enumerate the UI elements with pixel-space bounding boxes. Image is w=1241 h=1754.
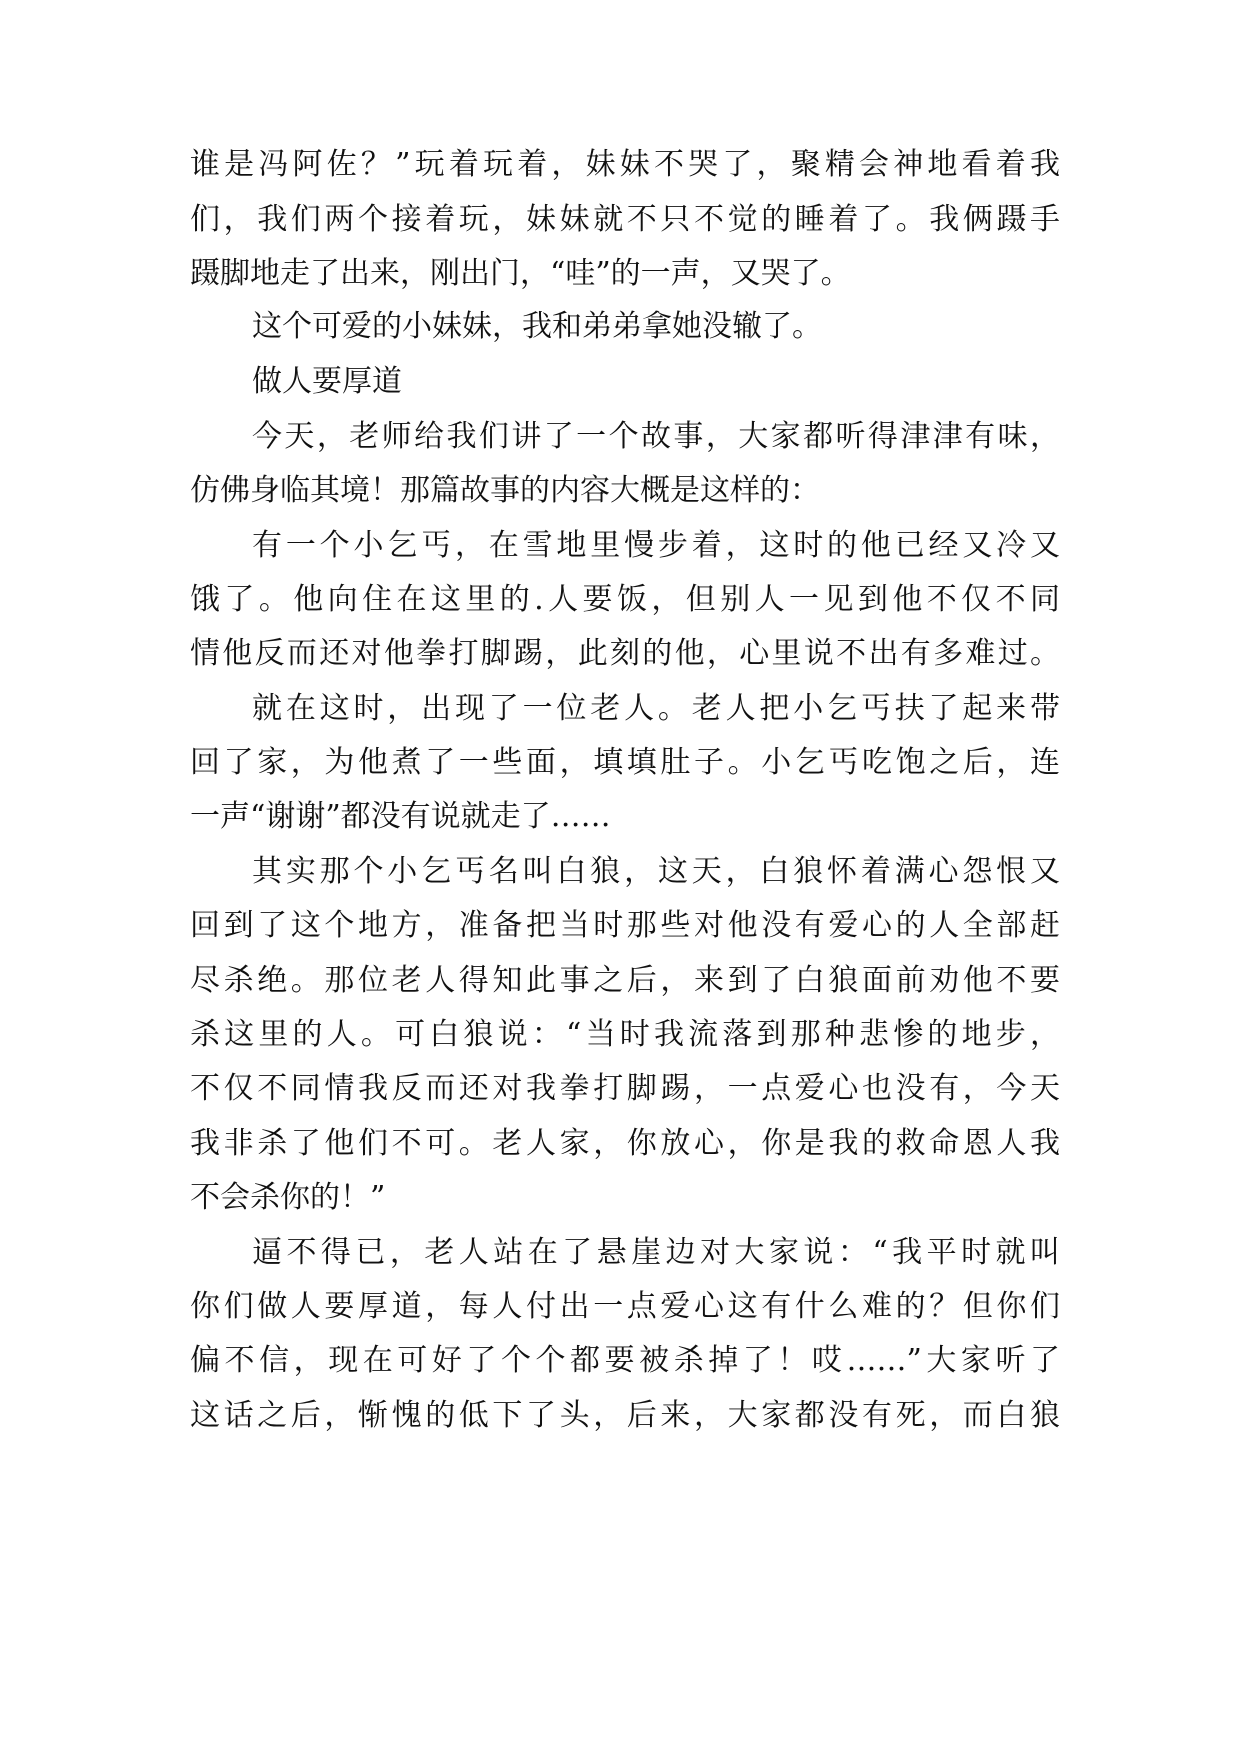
- text-line: 这话之后，惭愧的低下了头，后来，大家都没有死，而白狼: [190, 1398, 1060, 1433]
- text-line: 蹑脚地走了出来，刚出门，“哇”的一声，又哭了。: [190, 256, 851, 291]
- text-line: 杀这里的人。可白狼说：“当时我流落到那种悲惨的地步，: [190, 1017, 1060, 1052]
- text-line: 你们做人要厚道，每人付出一点爱心这有什么难的？但你们: [190, 1289, 1060, 1324]
- text-line: 不仅不同情我反而还对我拳打脚踢，一点爱心也没有，今天: [190, 1071, 1060, 1106]
- text-line: 偏不信，现在可好了个个都要被杀掉了！哎……”大家听了: [190, 1343, 1060, 1378]
- text-line: 们，我们两个接着玩，妹妹就不只不觉的睡着了。我俩蹑手: [190, 202, 1060, 237]
- text-line: 其实那个小乞丐名叫白狼，这天，白狼怀着满心怨恨又: [252, 854, 1060, 889]
- text-line: 今天，老师给我们讲了一个故事，大家都听得津津有味，: [252, 419, 1060, 454]
- text-line: 这个可爱的小妹妹，我和弟弟拿她没辙了。: [252, 309, 822, 344]
- text-line: 尽杀绝。那位老人得知此事之后，来到了白狼面前劝他不要: [190, 963, 1060, 998]
- text-line: 仿佛身临其境！那篇故事的内容大概是这样的：: [190, 473, 820, 508]
- text-line: 谁是冯阿佐？”玩着玩着，妹妹不哭了，聚精会神地看着我: [190, 147, 1060, 182]
- text-line: 回到了这个地方，准备把当时那些对他没有爱心的人全部赶: [190, 908, 1060, 943]
- text-line: 一声“谢谢”都没有说就走了……: [190, 799, 611, 834]
- text-line: 逼不得已，老人站在了悬崖边对大家说：“我平时就叫: [252, 1235, 1060, 1270]
- section-title: 做人要厚道: [252, 364, 402, 399]
- text-line: 回了家，为他煮了一些面，填填肚子。小乞丐吃饱之后，连: [190, 745, 1060, 780]
- text-line: 饿了。他向住在这里的.人要饭，但别人一见到他不仅不同: [190, 582, 1060, 617]
- text-line: 情他反而还对他拳打脚踢，此刻的他，心里说不出有多难过。: [190, 636, 1060, 671]
- text-line: 有一个小乞丐，在雪地里慢步着，这时的他已经又冷又: [252, 528, 1060, 563]
- text-line: 就在这时，出现了一位老人。老人把小乞丐扶了起来带: [252, 691, 1060, 726]
- text-line: 我非杀了他们不可。老人家，你放心，你是我的救命恩人我: [190, 1126, 1060, 1161]
- text-line: 不会杀你的！”: [190, 1180, 386, 1215]
